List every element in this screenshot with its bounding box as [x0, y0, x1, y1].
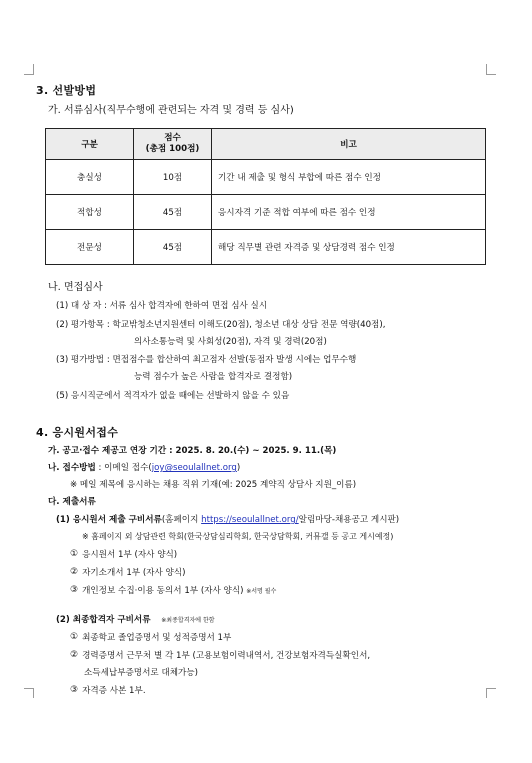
score-header: 점수 (총점 100점): [145, 133, 200, 154]
table-cell: 전문성: [46, 230, 134, 265]
list-item: [70, 566, 185, 578]
table-cell: 45점: [134, 230, 212, 265]
final-docs-label: (2) 최종합격자 구비서류: [56, 615, 151, 625]
table-cell: 적합성: [46, 195, 134, 230]
number-marker: ③: [70, 585, 79, 595]
documents-title: 다. 제출서류: [48, 497, 96, 507]
interview-item-cont: 능력 점수가 높은 사람을 합격자로 결정함): [134, 372, 293, 382]
number-marker: ①: [70, 632, 79, 642]
crop-mark-top-left-h: [24, 74, 34, 75]
application-docs-pre: (홈페이지: [161, 515, 202, 525]
table-header: 비고: [212, 129, 486, 160]
table-cell: 10점: [134, 160, 212, 195]
period-line: 가. 공고·접수 제공고 연장 기간 : 2025. 8. 20.(수) ~ 2025. 9. 11.(목): [48, 446, 337, 456]
list-item-cont: 소득세납부증명서로 대체가능): [84, 668, 199, 678]
interview-title: 나. 면접심사: [48, 282, 103, 293]
application-docs-post: 알림마당-채용공고 게시판): [298, 515, 400, 525]
list-item-text: 자기소개서 1부 (자사 양식): [82, 568, 186, 578]
application-docs-line: [56, 513, 399, 525]
interview-item: (2) 평가항목 : 학교밖청소년지원센터 이해도(20점), 청소년 대상 상담 전문 역량(40점),: [56, 320, 386, 330]
list-item-text: 경력증명서 근무처 별 각 1부 (고용보험이력내역서, 건강보험자격득실확인서,: [82, 651, 371, 661]
criteria-table: [45, 128, 486, 265]
method-line: [48, 461, 240, 473]
number-marker: ③: [70, 685, 79, 695]
crop-mark-top-right-h: [486, 74, 496, 75]
table-header: 구분: [46, 129, 134, 160]
table-cell: 충실성: [46, 160, 134, 195]
number-marker: ②: [70, 567, 79, 577]
crop-mark-top-right: [486, 64, 487, 74]
list-item: [70, 649, 370, 661]
interview-item-cont: 의사소통능력 및 사회성(20점), 자격 및 경력(20점): [134, 337, 327, 347]
section-3-title: 3. 선발방법: [36, 84, 97, 97]
email-link[interactable]: joy@seoulallnet.org: [151, 463, 237, 473]
list-item: [70, 684, 146, 696]
table-row: [46, 230, 486, 265]
signature-note: ※서명 필수: [246, 588, 277, 595]
email-subject-note: ※ 메일 제목에 응시하는 채용 직위 기재(예: 2025 계약직 상담사 지원_이름): [70, 480, 357, 490]
final-docs-note: ※최종합격자에 한함: [161, 617, 215, 624]
number-marker: ①: [70, 549, 79, 559]
interview-item: (3) 평가방법 : 면접점수를 합산하여 최고점자 선발(동점자 발생 시에는 업무수행: [56, 355, 357, 365]
number-marker: ②: [70, 650, 79, 660]
table-cell: 응시자격 기준 적합 여부에 따른 점수 인정: [212, 195, 486, 230]
section-4-title: 4. 응시원서접수: [36, 426, 119, 439]
table-cell: 45점: [134, 195, 212, 230]
crop-mark-top-left: [33, 64, 34, 74]
crop-mark-bottom-right-h: [486, 688, 496, 689]
table-cell: 해당 직무별 관련 자격증 및 상담경력 점수 인정: [212, 230, 486, 265]
interview-item: (1) 대 상 자 : 서류 심사 합격자에 한하여 면접 심사 실시: [56, 301, 268, 311]
list-item-text: 최종학교 졸업증명서 및 성적증명서 1부: [82, 633, 232, 643]
application-docs-label: (1) 응시원서 제출 구비서류: [56, 515, 162, 525]
list-item: [70, 584, 276, 596]
method-text: : 이메일 접수(: [95, 463, 152, 473]
list-item: [70, 548, 177, 560]
table-row: [46, 195, 486, 230]
list-item-text: 개인정보 수집·이용 동의서 1부 (자사 양식): [82, 586, 244, 596]
method-label: 나. 접수방법: [48, 463, 96, 473]
crop-mark-bottom-left: [33, 688, 34, 698]
crop-mark-bottom-left-h: [24, 688, 34, 689]
list-item-text: 자격증 사본 1부.: [82, 686, 146, 696]
final-docs-line: [56, 613, 215, 625]
table-cell: 기간 내 제출 및 형식 부합에 따른 점수 인정: [212, 160, 486, 195]
document-review-title: 가. 서류심사(직무수행에 관련되는 자격 및 경력 등 심사): [48, 105, 294, 116]
table-header-row: [46, 129, 486, 160]
method-close: ): [236, 463, 241, 473]
list-item: [70, 631, 231, 643]
table-header: [134, 129, 212, 160]
table-row: [46, 160, 486, 195]
list-item-text: 응시원서 1부 (자사 양식): [82, 550, 178, 560]
homepage-note: ※ 홈페이지 외 상담관련 학회(한국상담심리학회, 한국상담학회, 커뮤갤 등 공고 게시예정): [82, 532, 394, 541]
crop-mark-bottom-right: [486, 688, 487, 698]
homepage-link[interactable]: https://seoulallnet.org/: [201, 515, 299, 525]
interview-item: (5) 응시직군에서 적격자가 없을 때에는 선발하지 않을 수 있음: [56, 391, 290, 401]
